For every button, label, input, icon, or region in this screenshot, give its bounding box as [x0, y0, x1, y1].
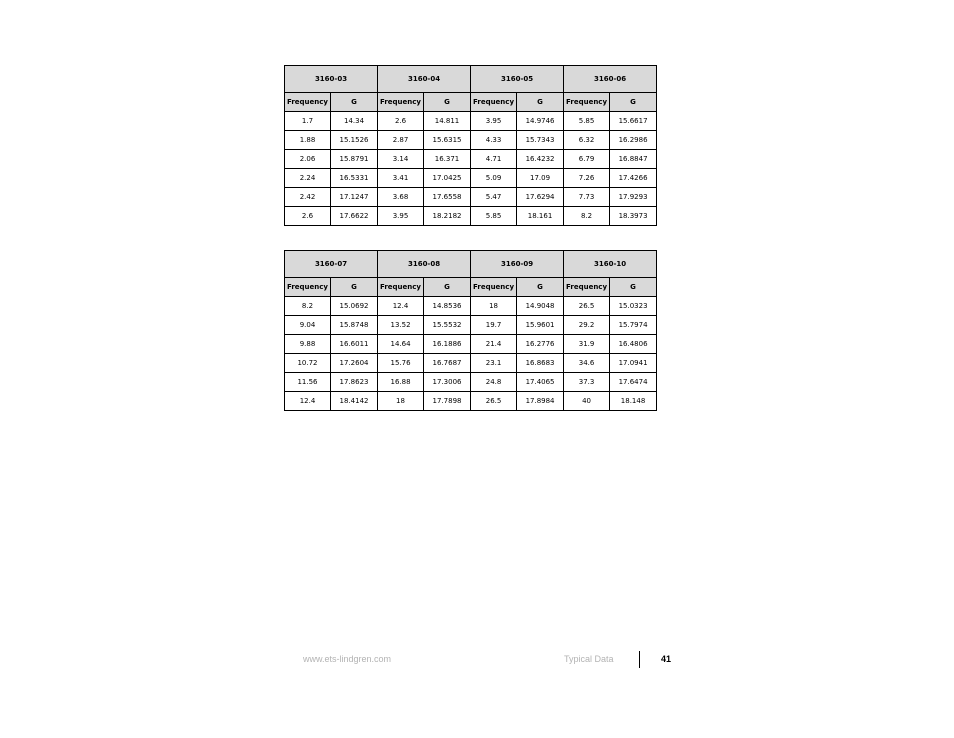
- frequency-cell: 3.14: [378, 150, 424, 169]
- page-number: 41: [661, 654, 672, 664]
- frequency-cell: 19.7: [471, 316, 517, 335]
- frequency-cell: 34.6: [564, 354, 610, 373]
- frequency-column-header: Frequency: [564, 278, 610, 297]
- gain-cell: 15.8791: [331, 150, 378, 169]
- frequency-cell: 13.52: [378, 316, 424, 335]
- gain-cell: 17.09: [517, 169, 564, 188]
- table-row: [285, 150, 657, 169]
- gain-cell: 16.8847: [610, 150, 657, 169]
- frequency-cell: 4.33: [471, 131, 517, 150]
- table-row: [285, 316, 657, 335]
- frequency-cell: 14.64: [378, 335, 424, 354]
- gain-cell: 18.3973: [610, 207, 657, 226]
- gain-cell: 17.7898: [424, 392, 471, 411]
- frequency-cell: 2.87: [378, 131, 424, 150]
- gain-cell: 15.9601: [517, 316, 564, 335]
- gain-cell: 17.3006: [424, 373, 471, 392]
- frequency-cell: 31.9: [564, 335, 610, 354]
- frequency-cell: 18: [378, 392, 424, 411]
- gain-cell: 17.6474: [610, 373, 657, 392]
- footer-section-title: Typical Data: [564, 654, 614, 664]
- model-header: 3160-05: [471, 66, 564, 93]
- frequency-column-header: Frequency: [285, 93, 331, 112]
- table-row: [285, 297, 657, 316]
- gain-column-header: G: [424, 93, 471, 112]
- frequency-cell: 6.32: [564, 131, 610, 150]
- gain-cell: 17.9293: [610, 188, 657, 207]
- footer-website-url[interactable]: www.ets-lindgren.com: [303, 654, 392, 664]
- gain-cell: 14.9746: [517, 112, 564, 131]
- gain-cell: 15.6617: [610, 112, 657, 131]
- frequency-cell: 5.09: [471, 169, 517, 188]
- frequency-cell: 10.72: [285, 354, 331, 373]
- frequency-cell: 16.88: [378, 373, 424, 392]
- table-row: [285, 112, 657, 131]
- frequency-column-header: Frequency: [564, 93, 610, 112]
- gain-column-header: G: [610, 93, 657, 112]
- frequency-cell: 26.5: [564, 297, 610, 316]
- frequency-column-header: Frequency: [471, 93, 517, 112]
- frequency-column-header: Frequency: [471, 278, 517, 297]
- frequency-cell: 8.2: [564, 207, 610, 226]
- gain-cell: 14.9048: [517, 297, 564, 316]
- gain-cell: 15.6315: [424, 131, 471, 150]
- gain-cell: 18.148: [610, 392, 657, 411]
- frequency-column-header: Frequency: [285, 278, 331, 297]
- frequency-cell: 12.4: [378, 297, 424, 316]
- gain-cell: 14.34: [331, 112, 378, 131]
- frequency-cell: 3.95: [471, 112, 517, 131]
- frequency-cell: 7.73: [564, 188, 610, 207]
- gain-cell: 16.7687: [424, 354, 471, 373]
- gain-column-header: G: [610, 278, 657, 297]
- model-header: 3160-10: [564, 251, 657, 278]
- gain-cell: 16.5331: [331, 169, 378, 188]
- gain-column-header: G: [331, 93, 378, 112]
- gain-cell: 15.1526: [331, 131, 378, 150]
- frequency-cell: 37.3: [564, 373, 610, 392]
- frequency-cell: 23.1: [471, 354, 517, 373]
- gain-cell: 17.6558: [424, 188, 471, 207]
- frequency-cell: 26.5: [471, 392, 517, 411]
- frequency-cell: 15.76: [378, 354, 424, 373]
- model-header-row: [285, 251, 657, 278]
- gain-cell: 18.161: [517, 207, 564, 226]
- gain-cell: 16.6011: [331, 335, 378, 354]
- gain-cell: 16.4232: [517, 150, 564, 169]
- gain-column-header: G: [517, 93, 564, 112]
- gain-cell: 14.8536: [424, 297, 471, 316]
- gain-cell: 17.4266: [610, 169, 657, 188]
- gain-cell: 18.2182: [424, 207, 471, 226]
- gain-cell: 17.2604: [331, 354, 378, 373]
- gain-cell: 14.811: [424, 112, 471, 131]
- table-row: [285, 335, 657, 354]
- gain-cell: 17.4065: [517, 373, 564, 392]
- gain-cell: 15.5532: [424, 316, 471, 335]
- gain-column-header: G: [424, 278, 471, 297]
- column-header-row: [285, 278, 657, 297]
- frequency-cell: 5.85: [564, 112, 610, 131]
- frequency-cell: 2.6: [285, 207, 331, 226]
- frequency-cell: 3.95: [378, 207, 424, 226]
- frequency-cell: 24.8: [471, 373, 517, 392]
- model-header-row: [285, 66, 657, 93]
- gain-column-header: G: [517, 278, 564, 297]
- frequency-cell: 8.2: [285, 297, 331, 316]
- gain-cell: 17.0425: [424, 169, 471, 188]
- gain-cell: 15.8748: [331, 316, 378, 335]
- table-row: [285, 373, 657, 392]
- gain-column-header: G: [331, 278, 378, 297]
- frequency-cell: 2.06: [285, 150, 331, 169]
- gain-cell: 15.7343: [517, 131, 564, 150]
- gain-cell: 16.8683: [517, 354, 564, 373]
- frequency-cell: 4.71: [471, 150, 517, 169]
- frequency-cell: 29.2: [564, 316, 610, 335]
- model-header: 3160-06: [564, 66, 657, 93]
- frequency-column-header: Frequency: [378, 278, 424, 297]
- table-row: [285, 188, 657, 207]
- column-header-row: [285, 93, 657, 112]
- footer-divider: [639, 651, 640, 668]
- frequency-cell: 2.6: [378, 112, 424, 131]
- frequency-cell: 12.4: [285, 392, 331, 411]
- frequency-cell: 3.41: [378, 169, 424, 188]
- gain-cell: 16.2986: [610, 131, 657, 150]
- frequency-cell: 3.68: [378, 188, 424, 207]
- frequency-cell: 1.7: [285, 112, 331, 131]
- frequency-cell: 1.88: [285, 131, 331, 150]
- frequency-cell: 6.79: [564, 150, 610, 169]
- frequency-cell: 9.04: [285, 316, 331, 335]
- frequency-cell: 2.24: [285, 169, 331, 188]
- model-header: 3160-04: [378, 66, 471, 93]
- model-header: 3160-07: [285, 251, 378, 278]
- frequency-cell: 2.42: [285, 188, 331, 207]
- gain-cell: 15.7974: [610, 316, 657, 335]
- gain-cell: 17.1247: [331, 188, 378, 207]
- frequency-cell: 18: [471, 297, 517, 316]
- table-row: [285, 207, 657, 226]
- model-header: 3160-03: [285, 66, 378, 93]
- table-row: [285, 392, 657, 411]
- frequency-cell: 7.26: [564, 169, 610, 188]
- gain-cell: 16.371: [424, 150, 471, 169]
- frequency-cell: 21.4: [471, 335, 517, 354]
- model-header: 3160-08: [378, 251, 471, 278]
- frequency-cell: 40: [564, 392, 610, 411]
- frequency-column-header: Frequency: [378, 93, 424, 112]
- gain-table-3160-07-to-10: [284, 250, 657, 411]
- frequency-cell: 5.47: [471, 188, 517, 207]
- table-row: [285, 131, 657, 150]
- gain-cell: 17.6294: [517, 188, 564, 207]
- table-row: [285, 354, 657, 373]
- frequency-cell: 11.56: [285, 373, 331, 392]
- frequency-cell: 5.85: [471, 207, 517, 226]
- model-header: 3160-09: [471, 251, 564, 278]
- gain-cell: 17.0941: [610, 354, 657, 373]
- gain-cell: 17.6622: [331, 207, 378, 226]
- table-row: [285, 169, 657, 188]
- gain-cell: 15.0323: [610, 297, 657, 316]
- gain-table-3160-03-to-06: [284, 65, 657, 226]
- gain-cell: 18.4142: [331, 392, 378, 411]
- gain-cell: 17.8984: [517, 392, 564, 411]
- gain-cell: 16.2776: [517, 335, 564, 354]
- gain-cell: 16.1886: [424, 335, 471, 354]
- gain-cell: 17.8623: [331, 373, 378, 392]
- gain-cell: 15.0692: [331, 297, 378, 316]
- gain-cell: 16.4806: [610, 335, 657, 354]
- frequency-cell: 9.88: [285, 335, 331, 354]
